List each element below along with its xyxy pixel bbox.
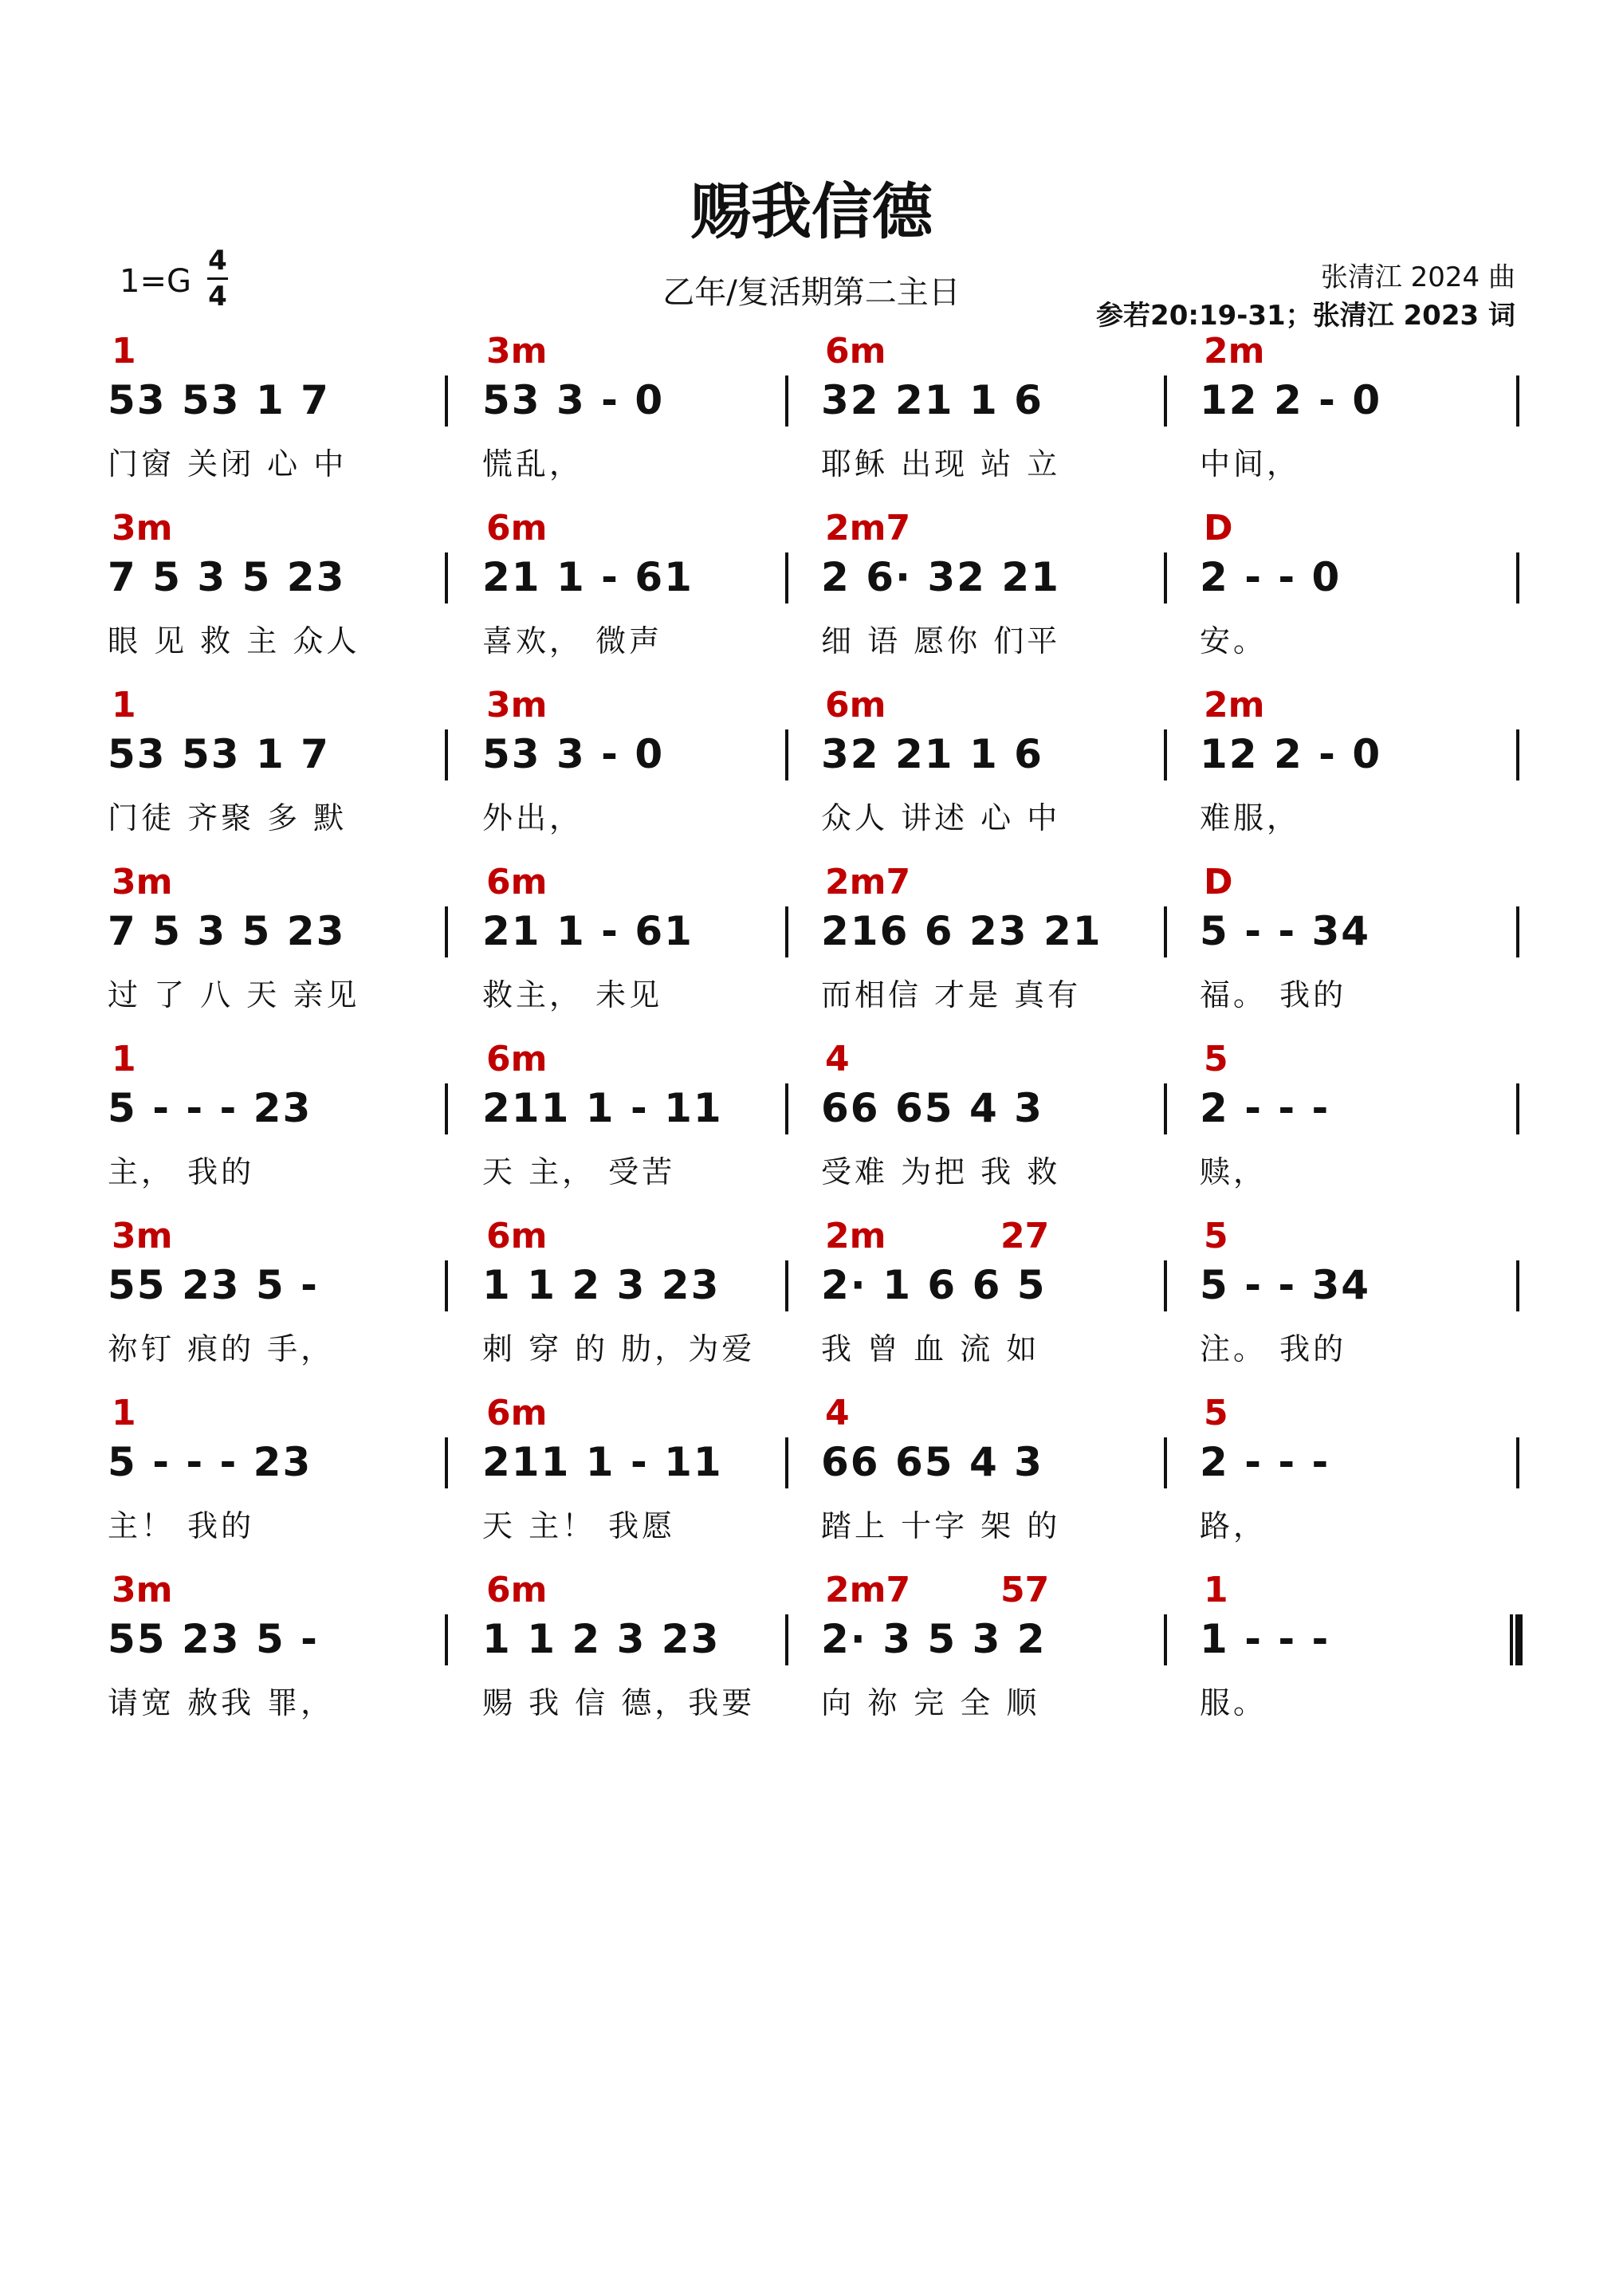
barline	[785, 1437, 788, 1488]
barline	[785, 375, 788, 427]
barline	[1164, 1083, 1167, 1134]
measure-notes: 5 - - 34	[1200, 1262, 1371, 1308]
barline	[1516, 1260, 1519, 1311]
score-system	[0, 685, 1623, 860]
chord-symbol: 6m	[486, 1393, 548, 1433]
measure-lyrics: 中间，	[1200, 446, 1301, 482]
measure-notes: 216 6 23 21	[821, 908, 1102, 954]
measure-notes: 53 3 - 0	[482, 377, 665, 423]
measure-notes: 53 3 - 0	[482, 731, 665, 777]
measure-lyrics: 众人 讲述 心 中	[821, 800, 1061, 835]
measure-lyrics: 请宽 赦我 罪，	[108, 1685, 335, 1720]
barline	[1516, 1083, 1519, 1134]
barline	[785, 1614, 788, 1665]
barline	[1516, 1437, 1519, 1488]
measure-notes: 5 - - 34	[1200, 908, 1371, 954]
liturgical-occasion: 乙年/复活期第二主日	[662, 274, 961, 311]
measure-lyrics: 路，	[1200, 1508, 1267, 1543]
chord-symbol: 6m	[486, 1039, 548, 1079]
chord-symbol: 1	[112, 1039, 136, 1079]
measure-notes: 12 2 - 0	[1200, 731, 1382, 777]
barline	[1164, 729, 1167, 780]
chord-symbol: 3m	[112, 508, 173, 548]
chord-symbol: 1	[112, 685, 136, 725]
score-system	[0, 508, 1623, 683]
measure-lyrics: 刺 穿 的 肋，为爱	[482, 1331, 756, 1366]
measure-notes: 21 1 - 61	[482, 554, 694, 600]
chord-symbol: 3m	[112, 862, 173, 902]
meter-bottom: 4	[208, 281, 227, 313]
measure-lyrics: 福。 我的	[1200, 977, 1347, 1012]
barline	[445, 906, 448, 957]
barline	[1516, 552, 1519, 603]
barline	[1164, 1260, 1167, 1311]
measure-lyrics: 赎，	[1200, 1154, 1267, 1189]
chord-symbol: 3m	[486, 685, 548, 725]
chord-symbol: 2m	[1204, 685, 1265, 725]
meter-top: 4	[208, 245, 227, 277]
measure-lyrics: 赐 我 信 德，我要	[482, 1685, 756, 1720]
measure-lyrics: 而相信 才是 真有	[821, 977, 1082, 1012]
chord-symbol: 2m7	[825, 508, 911, 548]
measure-notes: 32 21 1 6	[821, 377, 1043, 423]
barline	[445, 1437, 448, 1488]
score-system	[0, 331, 1623, 506]
measure-lyrics: 慌乱，	[482, 446, 584, 482]
measure-notes: 2· 1 6 6 5	[821, 1262, 1047, 1308]
barline	[445, 1260, 448, 1311]
chord-symbol: 2m	[1204, 331, 1265, 372]
measure-lyrics: 门徒 齐聚 多 默	[108, 800, 348, 835]
score-system	[0, 1393, 1623, 1568]
measure-notes: 66 65 4 3	[821, 1439, 1043, 1485]
measure-lyrics: 外出，	[482, 800, 584, 835]
barline	[445, 729, 448, 780]
measure-notes: 7 5 3 5 23	[108, 554, 346, 600]
measure-lyrics: 向 祢 完 全 顺	[821, 1685, 1040, 1720]
chord-symbol: 1	[112, 1393, 136, 1433]
measure-lyrics: 注。 我的	[1200, 1331, 1347, 1366]
chord-symbol: 6m	[825, 685, 886, 725]
chord-symbol: D	[1204, 508, 1233, 548]
barline	[1164, 1614, 1167, 1665]
measure-lyrics: 耶稣 出现 站 立	[821, 446, 1061, 482]
measure-lyrics: 我 曾 血 流 如	[821, 1331, 1040, 1366]
barline	[445, 375, 448, 427]
measure-notes: 2 - - 0	[1200, 554, 1342, 600]
measure-notes: 211 1 - 11	[482, 1439, 723, 1485]
measure-notes: 2 6· 32 21	[821, 554, 1060, 600]
barline	[1516, 375, 1519, 427]
barline	[1164, 552, 1167, 603]
chord-symbol: 6m	[486, 508, 548, 548]
barline	[445, 552, 448, 603]
measure-notes: 12 2 - 0	[1200, 377, 1382, 423]
score-system	[0, 1570, 1623, 1745]
barline	[1164, 906, 1167, 957]
chord-symbol: 1	[112, 331, 136, 372]
final-barline	[1510, 1614, 1523, 1665]
barline	[785, 1083, 788, 1134]
chord-symbol: 5	[1204, 1393, 1228, 1433]
chord-symbol: 2m7	[825, 862, 911, 902]
measure-notes: 21 1 - 61	[482, 908, 694, 954]
barline	[785, 906, 788, 957]
barline	[445, 1083, 448, 1134]
barline	[1164, 375, 1167, 427]
measure-lyrics: 救主， 未见	[482, 977, 663, 1012]
measure-lyrics: 受难 为把 我 救	[821, 1154, 1061, 1189]
measure-notes: 1 1 2 3 23	[482, 1616, 721, 1662]
measure-lyrics: 主， 我的	[108, 1154, 255, 1189]
chord-symbol-secondary: 57	[1000, 1570, 1050, 1610]
chord-symbol: 6m	[486, 1216, 548, 1256]
barline	[1516, 906, 1519, 957]
barline	[1516, 729, 1519, 780]
barline	[1164, 1437, 1167, 1488]
barline	[785, 552, 788, 603]
measure-notes: 53 53 1 7	[108, 731, 330, 777]
chord-symbol: 5	[1204, 1039, 1228, 1079]
measure-lyrics: 祢钉 痕的 手，	[108, 1331, 335, 1366]
score-system	[0, 1216, 1623, 1391]
lyricist-credit: 参若20:19-31；张清江 2023 词	[1096, 300, 1515, 332]
chord-symbol: 4	[825, 1039, 850, 1079]
measure-notes: 53 53 1 7	[108, 377, 330, 423]
composer-credit: 张清江 2024 曲	[1320, 261, 1515, 293]
barline	[785, 729, 788, 780]
barline	[785, 1260, 788, 1311]
measure-notes: 55 23 5 -	[108, 1262, 319, 1308]
chord-symbol: 2m7	[825, 1570, 911, 1610]
measure-notes: 32 21 1 6	[821, 731, 1043, 777]
measure-notes: 7 5 3 5 23	[108, 908, 346, 954]
song-title: 赐我信德	[690, 176, 933, 247]
measure-lyrics: 门窗 关闭 心 中	[108, 446, 348, 482]
measure-notes: 55 23 5 -	[108, 1616, 319, 1662]
measure-notes: 5 - - - 23	[108, 1439, 312, 1485]
measure-notes: 2 - - -	[1200, 1439, 1330, 1485]
chord-symbol: 5	[1204, 1216, 1228, 1256]
score-system	[0, 862, 1623, 1037]
measure-lyrics: 难服，	[1200, 800, 1301, 835]
score-system	[0, 1039, 1623, 1214]
measure-lyrics: 安。	[1200, 623, 1267, 659]
chord-symbol: 6m	[486, 1570, 548, 1610]
measure-lyrics: 细 语 愿你 们平	[821, 623, 1061, 659]
barline	[445, 1614, 448, 1665]
measure-lyrics: 服。	[1200, 1685, 1267, 1720]
chord-symbol: 1	[1204, 1570, 1228, 1610]
measure-lyrics: 过 了 八 天 亲见	[108, 977, 360, 1012]
chord-symbol: 2m	[825, 1216, 886, 1256]
measure-notes: 1 - - -	[1200, 1616, 1330, 1662]
measure-lyrics: 主！ 我的	[108, 1508, 255, 1543]
chord-symbol: 3m	[112, 1216, 173, 1256]
measure-lyrics: 天 主， 受苦	[482, 1154, 676, 1189]
chord-symbol: 3m	[486, 331, 548, 372]
measure-notes: 5 - - - 23	[108, 1085, 312, 1131]
chord-symbol: 4	[825, 1393, 850, 1433]
chord-symbol: 3m	[112, 1570, 173, 1610]
chord-symbol-secondary: 27	[1000, 1216, 1050, 1256]
measure-notes: 66 65 4 3	[821, 1085, 1043, 1131]
measure-notes: 1 1 2 3 23	[482, 1262, 721, 1308]
measure-notes: 211 1 - 11	[482, 1085, 723, 1131]
chord-symbol: D	[1204, 862, 1233, 902]
chord-symbol: 6m	[825, 331, 886, 372]
measure-lyrics: 踏上 十字 架 的	[821, 1508, 1061, 1543]
measure-lyrics: 天 主！ 我愿	[482, 1508, 676, 1543]
key-signature: 1=G	[120, 263, 191, 300]
measure-lyrics: 喜欢， 微声	[482, 623, 663, 659]
measure-notes: 2 - - -	[1200, 1085, 1330, 1131]
measure-lyrics: 眼 见 救 主 众人	[108, 623, 360, 659]
chord-symbol: 6m	[486, 862, 548, 902]
measure-notes: 2· 3 5 3 2	[821, 1616, 1047, 1662]
